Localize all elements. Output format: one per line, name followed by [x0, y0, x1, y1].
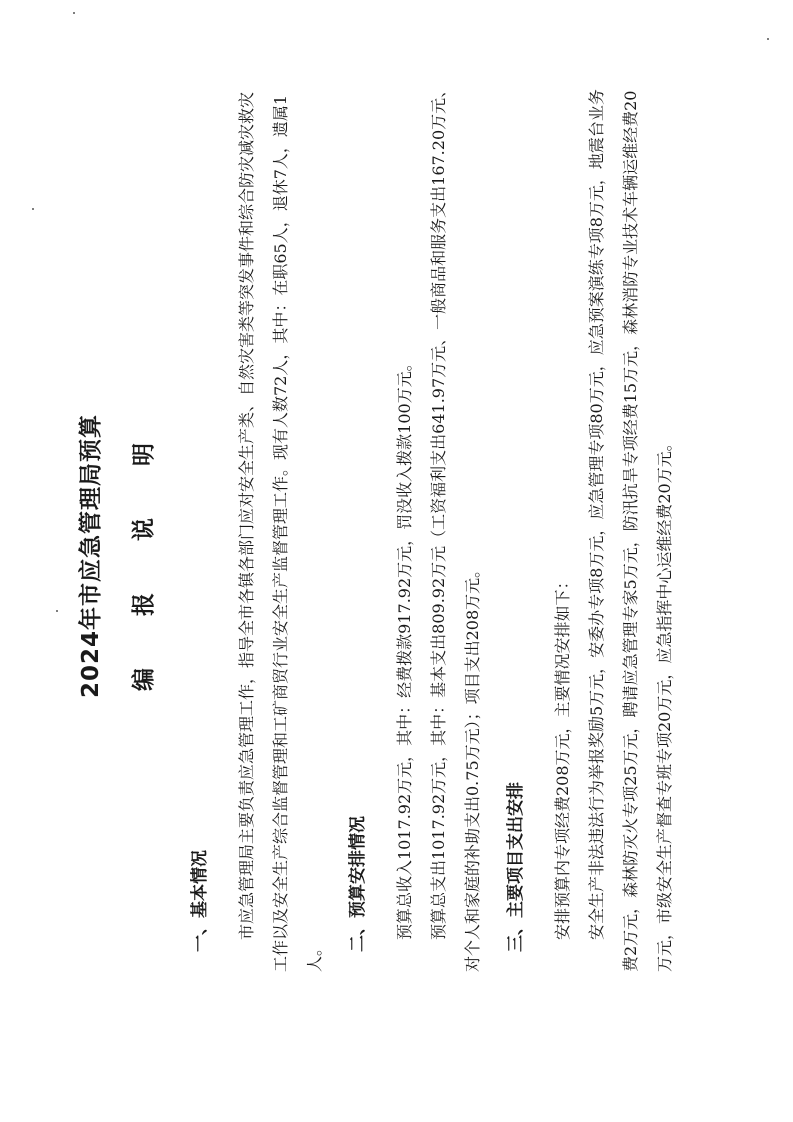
section-heading: 三、主要项目支出安排	[506, 782, 526, 952]
scan-speck	[767, 38, 769, 40]
section-budget-arrangement	[344, 80, 490, 972]
paragraph: 安全生产非法违法行为举报奖励5万元，安委办专项8万元，应急管理专项80万元，应急预案演练专项8万元，地震台业务费2万元，森林防灭火专项25万元，聘请应急管理专家5万元，防汛抗旱专项经费15万元，森林消防专业技术车辆运维经费20万元，市级安全生产督查专班专项20万元，应急指挥中心运维经费20万元。	[587, 89, 674, 972]
paragraph: 市应急管理局主要负责应急管理工作，指导全市各镇各部门应对安全生产类、自然灾害类等突发事件和综合防灾减灾救灾工作以及安全生产综合监督管理和工矿商贸行业安全生产监督管理工作。现有人数72人，其中：在职65人，退休7人，遗属1人。	[237, 91, 324, 972]
scan-speck	[56, 610, 58, 612]
document-title: 2024年市应急管理局预算	[78, 414, 104, 699]
paragraph: 预算总支出1017.92万元，其中：基本支出809.92万元（工资福利支出641.97万元、一般商品和服务支出167.20万元、对个人和家庭的补助支出0.75万元）；项目支出208万元。	[429, 81, 482, 972]
scan-speck	[73, 12, 75, 14]
paragraph: 预算总收入1017.92万元，其中：经费拨款917.92万元，罚没收入拨款100万元。	[395, 355, 414, 940]
paragraph: 安排预算内专项经费208万元，主要情况安排如下：	[553, 573, 572, 940]
section-major-projects	[502, 80, 682, 972]
section-heading: 一、基本情况	[190, 850, 210, 952]
section-heading: 二、预算安排情况	[348, 816, 368, 952]
scan-speck	[32, 208, 34, 210]
document-subtitle: 编 报 说 明	[131, 420, 157, 692]
section-basic-info	[186, 80, 332, 972]
